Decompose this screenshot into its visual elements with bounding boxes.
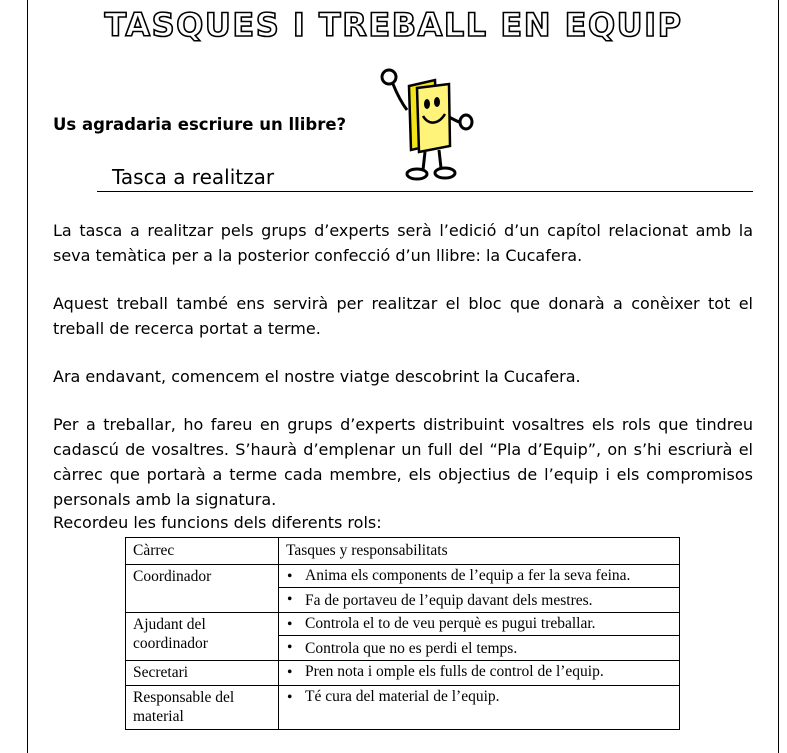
task-item: • Controla el to de veu perquè es pugui treballar. [279,613,679,636]
bullet-icon: • [287,568,293,585]
tasks-cell [279,565,680,613]
table-row [126,686,680,730]
header-role: Càrrec [126,538,279,565]
paragraph-journey: Ara endavant, comencem el nostre viatge descobrint la Cucafera. [53,367,581,386]
bullet-icon: • [287,591,293,608]
tasks-cell [279,661,680,686]
bullet-icon: • [287,616,293,633]
roles-table [125,537,680,730]
intro-question: Us agradaria escriure un llibre? [53,115,347,134]
role-cell: Secretari [126,661,279,686]
paragraph-roles-intro: Recordeu les funcions dels diferents rols: [53,513,382,532]
bullet-icon: • [287,689,293,706]
task-item: • Pren nota i omple els fulls de control de l’equip. [287,663,604,681]
paragraph-task: La tasca a realitzar pels grups d’experts serà l’edició d’un capítol relacionat amb la seva temàtica per a la posterior confecció d’un llibre: la Cucafera. [53,221,753,265]
task-item: • Fa de portaveu de l’equip davant dels mestres. [287,591,593,609]
book-mascot-illustration [375,66,475,184]
role-cell: Responsable del material [126,686,279,730]
table-row [126,565,680,613]
subheading-underline [97,191,753,192]
task-item: • Controla que no es perdi el temps. [287,639,518,657]
page-title: TASQUES I TREBALL EN EQUIP [104,6,683,44]
table-row [126,661,680,686]
bullet-icon: • [287,639,293,656]
table-header-row [126,538,680,565]
tasks-cell [279,686,680,730]
header-tasks: Tasques y responsabilitats [279,538,680,565]
left-page-border [27,0,28,753]
task-item: • Anima els components de l’equip a fer la seva feina. [279,565,679,588]
paragraph-teamwork: Per a treballar, ho fareu en grups d’experts distribuint vosaltres els rols que tindreu cadascú de vosaltres. S’haurà d’emplenar un full del “Pla d’Equip”, on s’hi escriurà el càrrec que portarà a terme cada membre, els objectius de l’equip i els compromisos personals amb la signatura. [53,415,753,509]
bullet-icon: • [287,664,293,681]
table-row [126,613,680,661]
tasks-cell [279,613,680,661]
task-item: • Té cura del material de l’equip. [287,688,500,706]
section-subheading: Tasca a realitzar [112,165,275,189]
role-cell: Ajudant del coordinador [126,613,279,661]
paragraph-blog: Aquest treball també ens servirà per realitzar el bloc que donarà a conèixer tot el treball de recerca portat a terme. [53,294,753,338]
right-page-border [778,0,779,753]
role-cell: Coordinador [126,565,279,613]
